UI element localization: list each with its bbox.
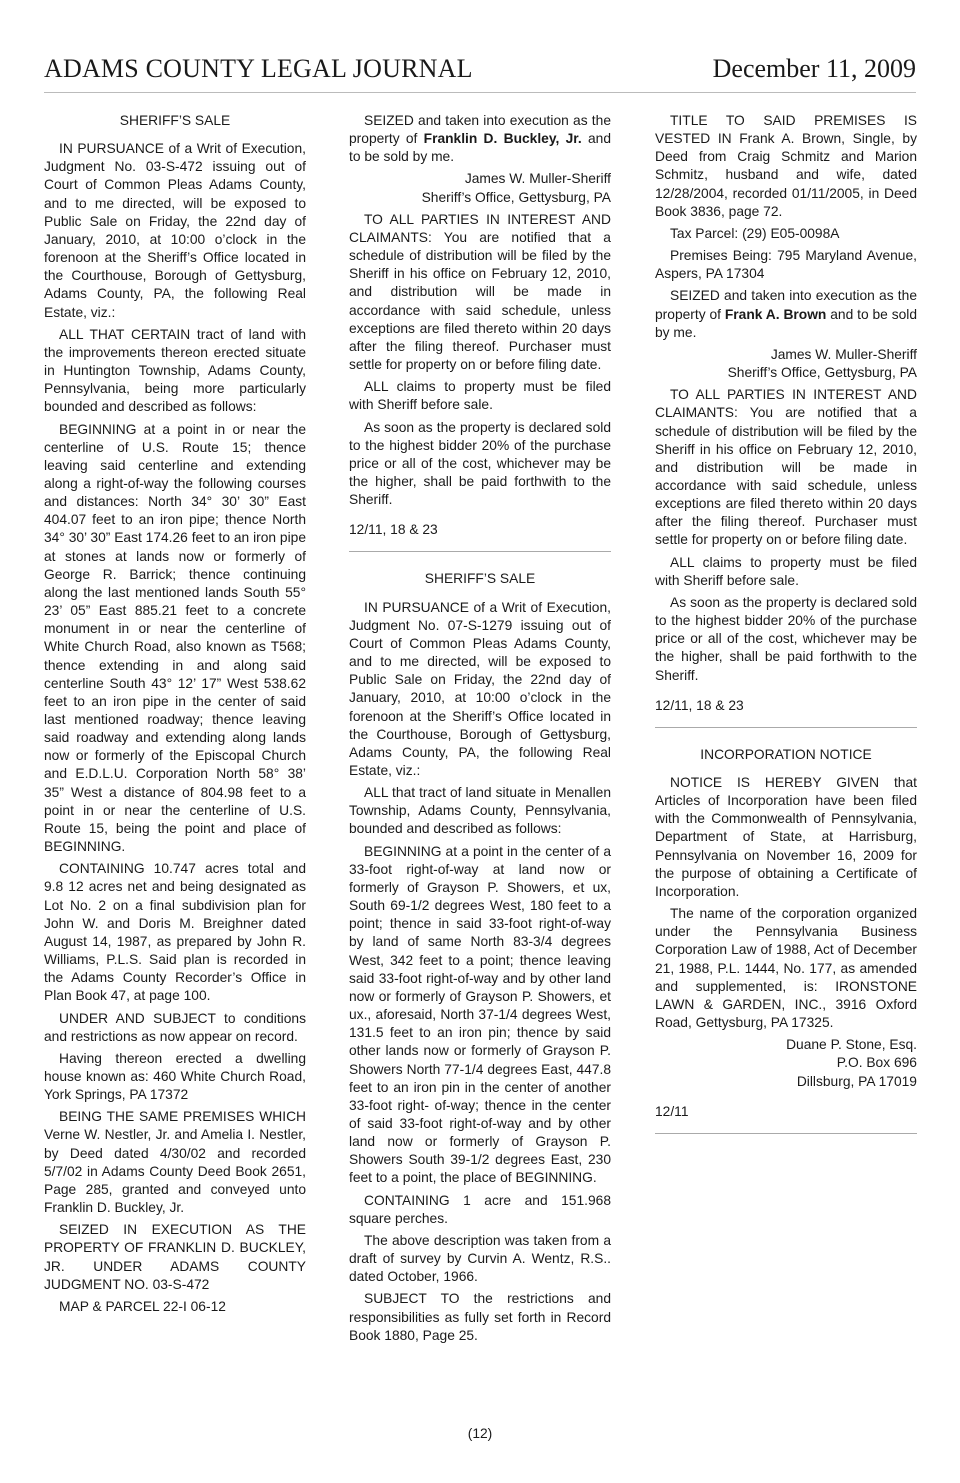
header-rule [44, 92, 916, 93]
text-run: and to be sold by me. [655, 306, 918, 340]
column-2 [349, 112, 611, 1349]
text-run: SEIZED and taken into execution as the property of [655, 288, 917, 322]
notice-paragraph: ALL THAT CERTAIN tract of land with the improvements thereon erected situate in Huntington Township, Adams County, Pennsylvania, being more particularly bounded and described as follows: [44, 326, 306, 415]
journal-header [44, 50, 916, 88]
attorney-name: Duane P. Stone, Esq. [786, 1037, 917, 1053]
notice-paragraph: The name of the corporation organized under the Pennsylvania Business Corporation Law of 1988, Act of December 21, 1988, P.L. 1444, No. 177, as amended and supplemented, is: IRONSTONE LAWN & GARDEN, INC., 3916 Oxford Road, Gettysburg, PA 17325. [655, 906, 917, 1031]
signature-block [349, 170, 611, 206]
column-3 [655, 112, 917, 1152]
notice-paragraph: ALL claims to property must be filed with Sheriff before sale. [349, 379, 611, 413]
notice-paragraph [349, 112, 611, 166]
notice-paragraph: TITLE TO SAID PREMISES IS VESTED IN Frank A. Brown, Single, by Deed from Craig Schmitz and Marion Schmitz, husband and wife, dated 12/28/2004, recorded 01/11/2005, in Deed Book 3836, page 72. [655, 113, 917, 219]
notice-paragraph: The above description was taken from a draft of survey by Curvin A. Wentz, R.S.. dated October, 1966. [349, 1232, 611, 1285]
publication-dates: 12/11, 18 & 23 [349, 522, 438, 538]
journal-title: ADAMS COUNTY LEGAL JOURNAL [44, 54, 473, 83]
notice-paragraph: SUBJECT TO the restrictions and responsibilities as fully set forth in Record Book 1880, Page 25. [349, 1291, 611, 1343]
publication-dates: 12/11 [655, 1103, 689, 1119]
attorney-po-box: P.O. Box 696 [836, 1055, 917, 1071]
issue-date: December 11, 2009 [712, 54, 916, 83]
notice-paragraph: SEIZED IN EXECUTION AS THE PROPERTY OF FRANKLIN D. BUCKLEY, JR. UNDER ADAMS COUNTY JUDGMENT NO. 03-S-472 [44, 1222, 306, 1292]
notice-heading: SHERIFF’S SALE [119, 113, 231, 128]
sheriff-name: James W. Muller-Sheriff [464, 171, 611, 187]
sheriff-office: Sheriff’s Office, Gettysburg, PA [727, 365, 917, 381]
text-run: SEIZED and taken into execution as the property of [349, 113, 611, 147]
notice-paragraph: As soon as the property is declared sold to the highest bidder 20% of the purchase price or all of the cost, whichever may be the higher, shall be paid forthwith to the Sheriff. [349, 419, 611, 508]
notice-paragraph: BEING THE SAME PREMISES WHICH Verne W. Nestler, Jr. and Amelia I. Nestler, by Deed dated 4/30/02 and recorded 5/7/02 in Adams County Deed Book 2651, Page 285, granted and conveyed unto Franklin D. Buckley, Jr. [44, 1109, 306, 1216]
text-run: and to be sold by me. [349, 131, 611, 165]
notice-heading: INCORPORATION NOTICE [700, 746, 872, 762]
notice-paragraph: As soon as the property is declared sold to the highest bidder 20% of the purchase price or all of the cost, whichever may be the higher, shall be paid forthwith to the Sheriff. [655, 594, 917, 683]
section-divider [349, 551, 611, 552]
sheriff-name: James W. Muller-Sheriff [770, 346, 917, 362]
publication-dates: 12/11, 18 & 23 [655, 697, 744, 713]
notice-paragraph: BEGINNING at a point in or near the centerline of U.S. Route 15; thence leaving said centerline and extending along a right-of-way the following courses and distances: North 34° 30’ 30” East 404.07 feet to an iron pipe; thence North 34° 30’ 30” East 174.26 feet to an iron pipe at stones at lands now or formerly of George R. Barrick; thence continuing along the last mentioned lands South 55° 23’ 05” East 885.21 feet to a concrete monument in or near the centerline of White Church Road, also known as T568; thence extending in and along said centerline South 43° 12’ 17” West 538.62 feet to an iron pipe in the center of said last mentioned roadway; thence leaving said roadway and extending along lands now or formerly of the Episcopal Church and E.D.L.U. Corporation North 58° 38’ 35” West a distance of 804.98 feet to a point in or near the centerline of U.S. Route 15, being the point and place of BEGINNING. [44, 421, 306, 855]
notice-paragraph: MAP & PARCEL 22-I 06-12 [59, 1298, 226, 1314]
notice-paragraph: CONTAINING 1 acre and 151.968 square perches. [349, 1192, 611, 1226]
page-number: (12) [467, 1426, 493, 1441]
notice-paragraph: NOTICE IS HEREBY GIVEN that Articles of Incorporation have been filed with the Commonwealth of Pennsylvania, Department of State, at Harrisburg, Pennsylvania on November 16, 2009 for the purpose of obtaining a Certificate of Incorporation. [655, 775, 917, 899]
attorney-signature-block [655, 1036, 917, 1090]
notice-paragraph: BEGINNING at a point in the center of a 33-foot right-of-way at land now or formerly of Grayson P. Showers, et ux, South 69-1/2 degrees West, 180 feet to a point; thence in said 33-foot right-of-way by land of same North 83-3/4 degrees West, 342 feet to a point; thence leaving said 33-foot right-of-way and by other land now or formerly of Grayson P. Showers, et ux., aforesaid, North 37-1/4 degrees West, 131.5 feet to an iron pin; thence by said other lands now or formerly of Grayson P. Showers North 77-1/4 degrees East, 447.8 feet to an iron pin in the center of another 33-foot right- of-way; thence in the center of said 33-foot right-of-way and by other land now or formerly of Grayson P. Showers South 39-1/2 degrees East, 230 feet to a point, the place of BEGINNING. [349, 843, 611, 1186]
notice-paragraph: CONTAINING 10.747 acres total and 9.8 12 acres net and being designated as Lot No. 2 on a final subdivision plan for John W. and Doris M. Breighner dated August 14, 1987, as prepared by John R. Williams, P.L.S. Said plan is recorded in the Adams County Recorder’s Office in Plan Book 47, at page 100. [44, 861, 306, 1004]
notice-paragraph: TO ALL PARTIES IN INTEREST AND CLAIMANTS: You are notified that a schedule of distribution will be filed by the Sheriff in his office on February 12, 2010, and distribution will be made in accordance with said schedule, unless exceptions are filed thereto within 20 days after the filing thereof. Purchaser must settle for property on or before filing date. [349, 211, 611, 373]
notice-paragraph [655, 287, 917, 341]
notice-paragraph: ALL that tract of land situate in Menallen Township, Adams County, Pennsylvania, bounded and described as follows: [349, 785, 611, 837]
notice-heading: SHERIFF’S SALE [424, 571, 536, 587]
notice-paragraph: UNDER AND SUBJECT to conditions and restrictions as now appear on record. [44, 1010, 306, 1044]
sheriff-office: Sheriff’s Office, Gettysburg, PA [421, 189, 611, 205]
notice-paragraph: Having thereon erected a dwelling house known as: 460 White Church Road, York Springs, PA 17372 [44, 1050, 306, 1103]
notice-paragraph: Premises Being: 795 Maryland Avenue, Aspers, PA 17304 [655, 248, 917, 282]
column-1 [44, 112, 306, 1320]
signature-block [655, 346, 917, 382]
notice-paragraph: ALL claims to property must be filed with Sheriff before sale. [655, 554, 917, 588]
notice-paragraph: IN PURSUANCE of a Writ of Execution, Judgment No. 03-S-472 issuing out of Court of Common Pleas Adams County, and to me directed, will be exposed to Public Sale on Friday, the 22nd day of January, 2010, at 10:00 o’clock in the forenoon at the Sheriff’s Office located in the Courthouse, Borough of Gettysburg, Adams County, PA, the following Real Estate, viz.: [44, 141, 306, 320]
section-divider [655, 727, 917, 728]
notice-paragraph: Tax Parcel: (29) E05-0098A [670, 225, 840, 241]
notice-paragraph: IN PURSUANCE of a Writ of Execution, Judgment No. 07-S-1279 issuing out of Court of Common Pleas Adams County, and to me directed, will be exposed to Public Sale on Friday, the 22nd day of January, 2010, at 10:00 o’clock in the forenoon at the Sheriff’s Office located in the Courthouse, Borough of Gettysburg, Adams County, PA, the following Real Estate, viz.: [349, 599, 611, 778]
section-divider [655, 1133, 917, 1134]
defendant-name: Franklin D. Buckley, Jr. [423, 131, 582, 147]
defendant-name: Frank A. Brown [724, 306, 827, 322]
notice-paragraph: TO ALL PARTIES IN INTEREST AND CLAIMANTS: You are notified that a schedule of distribution will be filed by the Sheriff in his office on February 12, 2010, and distribution will be made in accordance with said schedule, unless exceptions are filed thereto within 20 days after the filing thereof. Purchaser must settle for property on or before filing date. [655, 387, 917, 548]
attorney-city: Dillsburg, PA 17019 [796, 1073, 917, 1089]
